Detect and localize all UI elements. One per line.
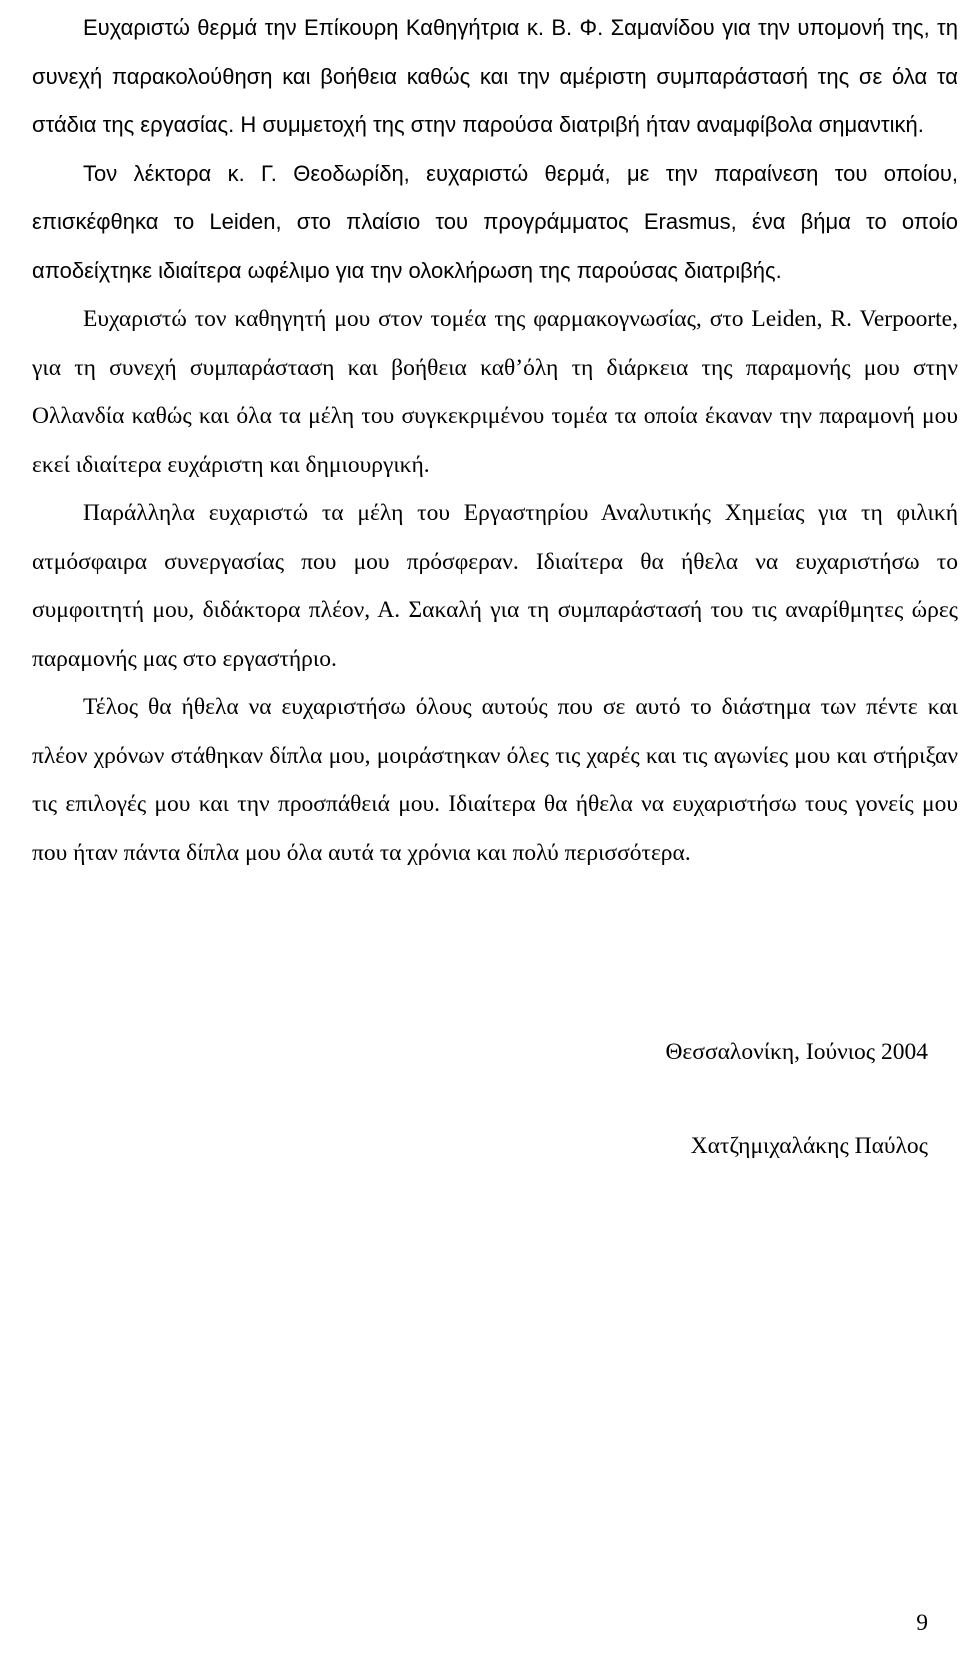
paragraph-leiden-professor: Ευχαριστώ τον καθηγητή μου στον τομέα της φαρμακογνωσίας, στο Leiden, R. Verpoorte, για τη συνεχή συμπαράσταση και βοήθεια καθ’όλη τη διάρκεια της παραμονής μου στην Ολλανδία καθώς και όλα τα μέλη του συγκεκριμένου τομέα τα οποία έκαναν την παραμονή μου εκεί ιδιαίτερα ευχάριστη και δημιουργική. bbox=[32, 306, 958, 478]
paragraph-lecturer: Τον λέκτορα κ. Γ. Θεοδωρίδη, ευχαριστώ θερμά, με την παραίνεση του οποίου, επισκέφθηκα το Leiden, στο πλαίσιο του προγράμματος Erasmus, ένα βήμα το οποίο αποδείχτηκε ιδιαίτερα ωφέλιμο για την ολοκλήρωση της παρούσας διατριβής. bbox=[32, 160, 958, 283]
acknowledgements-body bbox=[32, 4, 958, 877]
paragraph-family: Τέλος θα ήθελα να ευχαριστήσω όλους αυτούς που σε αυτό το διάστημα των πέντε και πλέον χρόνων στάθηκαν δίπλα μου, μοιράστηκαν όλες τις χαρές και τις αγωνίες μου και στήριξαν τις επιλογές μου και την προσπάθειά μου. Ιδιαίτερα θα ήθελα να ευχαριστήσω τους γονείς μου που ήταν πάντα δίπλα μου όλα αυτά τα χρόνια και πολύ περισσότερα. bbox=[32, 694, 958, 866]
author-signature: Χατζημιχαλάκης Παύλος bbox=[690, 1133, 928, 1159]
paragraph-laboratory: Παράλληλα ευχαριστώ τα μέλη του Εργαστηρίου Αναλυτικής Χημείας για τη φιλική ατμόσφαιρα συνεργασίας που μου πρόσφεραν. Ιδιαίτερα θα ήθελα να ευχαριστήσω το συμφοιτητή μου, διδάκτορα πλέον, Α. Σακαλή για τη συμπαράστασή του τις αναρίθμητες ώρες παραμονής μας στο εργαστήριο. bbox=[32, 500, 958, 672]
page-number: 9 bbox=[916, 1610, 928, 1636]
paragraph-supervisor: Ευχαριστώ θερμά την Επίκουρη Καθηγήτρια κ. Β. Φ. Σαμανίδου για την υπομονή της, τη συνεχή παρακολούθηση και βοήθεια καθώς και την αμέριστη συμπαράστασή της σε όλα τα στάδια της εργασίας. Η συμμετοχή της στην παρούσα διατριβή ήταν αναμφίβολα σημαντική. bbox=[32, 15, 958, 137]
place-date: Θεσσαλονίκη, Ιούνιος 2004 bbox=[665, 1039, 928, 1065]
